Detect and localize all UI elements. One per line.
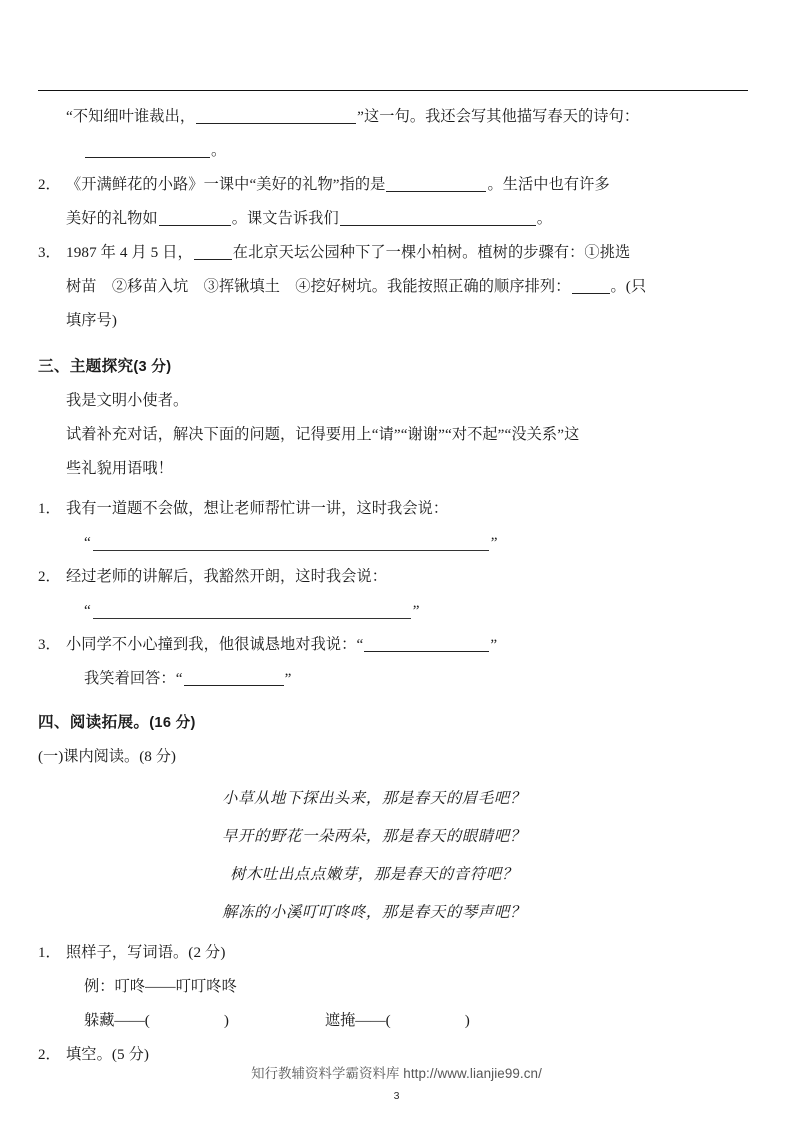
question-body <box>66 936 750 970</box>
question-item <box>38 560 750 594</box>
section-three-intro-2: 试着补充对话，解决下面的问题，记得要用上“请”“谢谢”“对不起”“没关系”这 <box>66 426 580 443</box>
question-text: 。生活中也有许多 <box>487 176 610 193</box>
answer-blank[interactable] <box>194 244 232 260</box>
close-quote: ” <box>412 602 420 619</box>
question-line: 填序号) <box>66 312 118 329</box>
section-three-intro-3: 些礼貌用语哦！ <box>66 460 174 477</box>
answer-blank[interactable] <box>93 534 489 551</box>
section-heading-three <box>38 350 750 384</box>
question-line <box>66 236 750 270</box>
answer-blank[interactable] <box>85 142 210 158</box>
answer-blank[interactable] <box>184 670 284 686</box>
question-line <box>66 168 750 202</box>
question-item <box>38 628 750 696</box>
question-line: 照样子，写词语。(2 分) <box>66 944 226 961</box>
footer-watermark: 知行教辅资料学霸资料库 http://www.lianjie99.cn/ <box>251 1066 542 1081</box>
question-body <box>66 628 750 696</box>
question-body <box>66 236 750 338</box>
question-number: 3． <box>38 637 61 653</box>
question-number: 2． <box>38 177 61 193</box>
question-text: 。课文告诉我们 <box>231 210 339 227</box>
carryover-line1-prefix: “不知细叶谁裁出， <box>66 108 196 125</box>
example-line: 例：叮咚——叮叮咚咚 <box>84 978 237 995</box>
poem-line: 树木吐出点点嫩芽，那是春天的音符吧？ <box>230 866 518 883</box>
question-number: 2． <box>38 569 61 585</box>
answer-blank[interactable] <box>386 176 486 192</box>
question-item <box>38 236 750 338</box>
question-text: 在北京天坛公园种下了一棵小柏树。植树的步骤有：①挑选 <box>232 244 631 261</box>
question-number: 1． <box>38 501 61 517</box>
answer-blank[interactable] <box>159 210 231 226</box>
dialogue-answer-line <box>38 526 750 560</box>
carryover-question-line-2 <box>38 134 750 168</box>
section-heading-text: 三、主题探究 <box>38 358 134 375</box>
page-content <box>38 100 750 1072</box>
question-text: ” <box>284 670 292 687</box>
section-points: (16 分) <box>149 715 196 731</box>
carryover-line1-suffix: ”这一句。我还会写其他描写春天的诗句： <box>357 108 640 125</box>
section-three-intro-1: 我是文明小使者。 <box>66 392 189 409</box>
question-text: 树苗 ②移苗入坑 ③挥锹填土 ④挖好树坑。我能按照正确的顺序排列： <box>66 278 571 295</box>
carryover-question-line-1 <box>38 100 750 134</box>
question-line: 经过老师的讲解后，我豁然开朗，这时我会说： <box>66 568 388 585</box>
question-body <box>66 168 750 236</box>
question-number: 3． <box>38 245 61 261</box>
header-rule <box>38 90 748 91</box>
section-points: (3 分) <box>133 359 172 375</box>
answer-blank[interactable] <box>340 210 536 226</box>
question-text: 我笑着回答：“ <box>84 670 183 687</box>
pair-one-close: ) <box>223 1012 229 1029</box>
question-item <box>38 492 750 526</box>
open-quote: “ <box>84 602 91 619</box>
question-text: 1987 年 4 月 5 日， <box>66 244 193 261</box>
carryover-line2-suffix: 。 <box>211 142 227 159</box>
answer-blank[interactable] <box>364 636 489 652</box>
question-body <box>66 492 750 526</box>
question-line: 填空。(5 分) <box>66 1046 150 1063</box>
question-number: 1． <box>38 945 61 961</box>
question-text: 小同学不小心撞到我，他很诚恳地对我说：“ <box>66 636 364 653</box>
question-text: 。 <box>536 210 553 227</box>
section-heading-text: 四、阅读拓展。 <box>38 714 150 731</box>
close-quote: ” <box>490 534 498 551</box>
question-number: 2． <box>38 1047 61 1063</box>
question-line <box>66 270 750 304</box>
pair-two-word: 遮掩——( <box>324 1012 391 1029</box>
question-text: 。(只 <box>610 278 647 295</box>
page-number: 3 <box>393 1090 400 1102</box>
question-item <box>38 168 750 236</box>
question-line <box>66 628 750 662</box>
question-body <box>66 560 750 594</box>
question-line: 我有一道题不会做，想让老师帮忙讲一讲，这时我会说： <box>66 500 449 517</box>
pair-two-close: ) <box>464 1012 470 1029</box>
poem-block <box>38 780 750 932</box>
open-quote: “ <box>84 534 91 551</box>
answer-blank[interactable] <box>572 278 610 294</box>
question-text: 《开满鲜花的小路》一课中“美好的礼物”指的是 <box>66 176 386 193</box>
pair-one-word: 躲藏——( <box>84 1012 150 1029</box>
question-text: 美好的礼物如 <box>66 210 158 227</box>
question-line <box>66 202 750 236</box>
question-item <box>38 936 750 970</box>
word-pair-row <box>38 1004 750 1038</box>
section-four-subheading: (一)课内阅读。(8 分) <box>38 748 176 765</box>
poem-line: 小草从地下探出头来，那是春天的眉毛吧？ <box>222 790 526 807</box>
section-heading-four <box>38 706 750 740</box>
question-line <box>66 662 750 696</box>
poem-line: 解冻的小溪叮叮咚咚，那是春天的琴声吧？ <box>222 904 526 921</box>
poem-line: 早开的野花一朵两朵，那是春天的眼睛吧？ <box>222 828 526 845</box>
answer-blank[interactable] <box>93 602 411 619</box>
dialogue-answer-line <box>38 594 750 628</box>
answer-blank[interactable] <box>196 108 356 124</box>
question-text: ” <box>490 636 498 653</box>
